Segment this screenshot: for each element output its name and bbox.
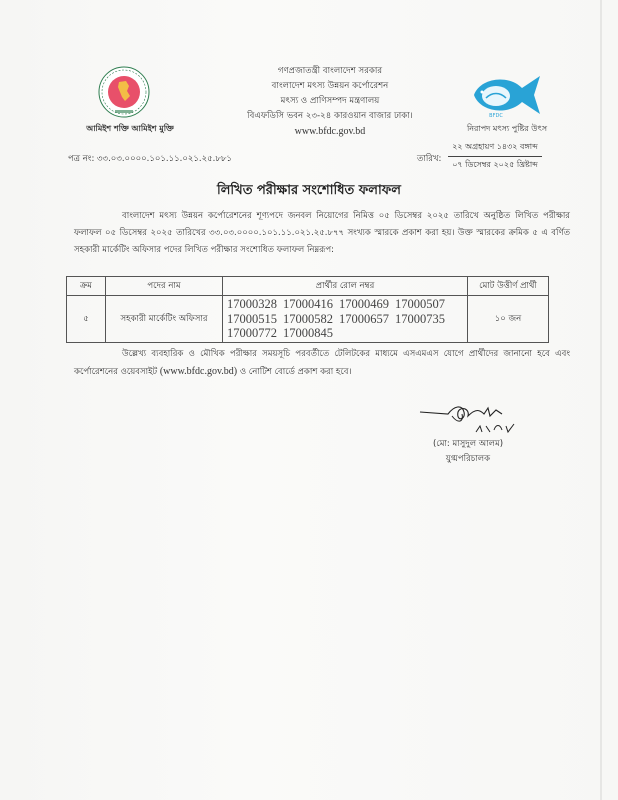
bfdc-letters: BFDC [489,113,503,119]
government-name: গণপ্রজাতন্ত্রী বাংলাদেশ সরকার [277,66,383,76]
corporation-name: বাংলাদেশ মৎস্য উন্নয়ন কর্পোরেশন [271,81,389,91]
col-post: পদের নাম [106,277,223,296]
ministry-name: মৎস্য ও প্রাণিসম্পদ মন্ত্রণালয় [280,96,380,106]
government-emblem-icon [98,66,150,118]
col-total: মোট উত্তীর্ণ প্রার্থী [468,277,549,296]
roll-number: 17000772 [227,326,277,340]
memo-date [448,141,542,172]
roll-number: 17000507 [395,297,445,311]
results-table [66,276,549,343]
memo-reference [68,152,232,166]
left-motto: আমিইশ শক্তি আমিইশ মুক্তি [86,124,174,133]
ref-number: ৩৩.০৩.০০০০.১০১.১১.০২১.২৫.৮৮১ [97,154,232,164]
letterhead [220,64,440,139]
cell-post: সহকারী মার্কেটিং অফিসার [106,296,223,343]
note-website-link[interactable]: (www.bfdc.gov.bd) [159,366,238,377]
roll-number: 17000582 [283,311,333,326]
roll-number: 17000328 [227,297,277,311]
date-bangla: ২২ অগ্রহায়ণ ১৪৩২ বঙ্গাব্দ [448,141,542,157]
note-text-2: ও নোটিশ বোর্ডে প্রকাশ করা হবে। [237,367,352,377]
roll-number: 17000657 [339,311,389,326]
roll-number: 17000469 [339,297,389,311]
roll-number: 17000515 [227,311,277,326]
ref-label: পত্র নং: [68,154,95,164]
table-header-row [67,277,549,296]
document-title: লিখিত পরীক্ষার সংশোধিত ফলাফল [217,183,401,198]
scan-edge [600,0,602,800]
signatory-name: (মো: মাসুদুল আলম) [432,439,504,449]
col-serial: ক্রম [67,277,106,296]
note-text-1: উল্লেখ্য ব্যবহারিক ও মৌখিক পরীক্ষার সময়সূচি পরবর্তীতে টেলিটকের মাধ্যমে এসএমএস যোগে প্রার্থীদের জানানো হবে এবং কর্পোরেশনের ওয়েবসাইট [74,349,570,377]
cell-total: ১০ জন [468,296,549,343]
address: বিএফডিসি ভবন ২৩-২৪ কারওয়ান বাজার ঢাকা। [247,111,413,121]
signatory-designation: যুগ্মপরিচালক [445,454,491,464]
note-paragraph [74,346,570,381]
signature-scribble-icon [418,402,528,436]
roll-number: 17000416 [283,297,333,311]
intro-text: বাংলাদেশ মৎস্য উন্নয়ন কর্পোরেশনের শূণ্যপদে জনবল নিয়োগের নিমিত্ত ০৫ ডিসেম্বর ২০২৫ তারিখে অনুষ্ঠিত লিখিত পরীক্ষার ফলাফল ০৫ ডিসেম্বর ২০২৫ তারিখের ৩৩.০৩.০০০০.১০১.১১.০২১.২৫.৮৭৭ সংখ্যক স্মারকে প্রকাশ করা হয়। উক্ত স্মারকের ক্রমিক ৫ এ বর্ণিত সহকারী মার্কেটিং অফিসার পদের লিখিত পরীক্ষার সংশোধিত ফলাফল নিম্নরূপ: [74,211,570,255]
intro-paragraph [74,208,570,259]
col-rolls: প্রার্থীর রোল নম্বর [223,277,468,296]
cell-serial: ৫ [67,296,106,343]
date-label: তারিখ: [417,154,442,164]
date-gregorian: ০৭ ডিসেম্বর ২০২৫ খ্রিষ্টাব্দ [452,160,538,169]
bfdc-fish-logo-icon [470,70,546,120]
website-link[interactable]: www.bfdc.gov.bd [294,126,366,137]
cell-rolls [223,296,468,343]
table-row [67,296,549,343]
roll-number: 17000845 [283,326,333,340]
right-motto: নিরাপদ মৎস্য পুষ্টির উৎস [466,124,548,133]
roll-number: 17000735 [395,311,445,326]
